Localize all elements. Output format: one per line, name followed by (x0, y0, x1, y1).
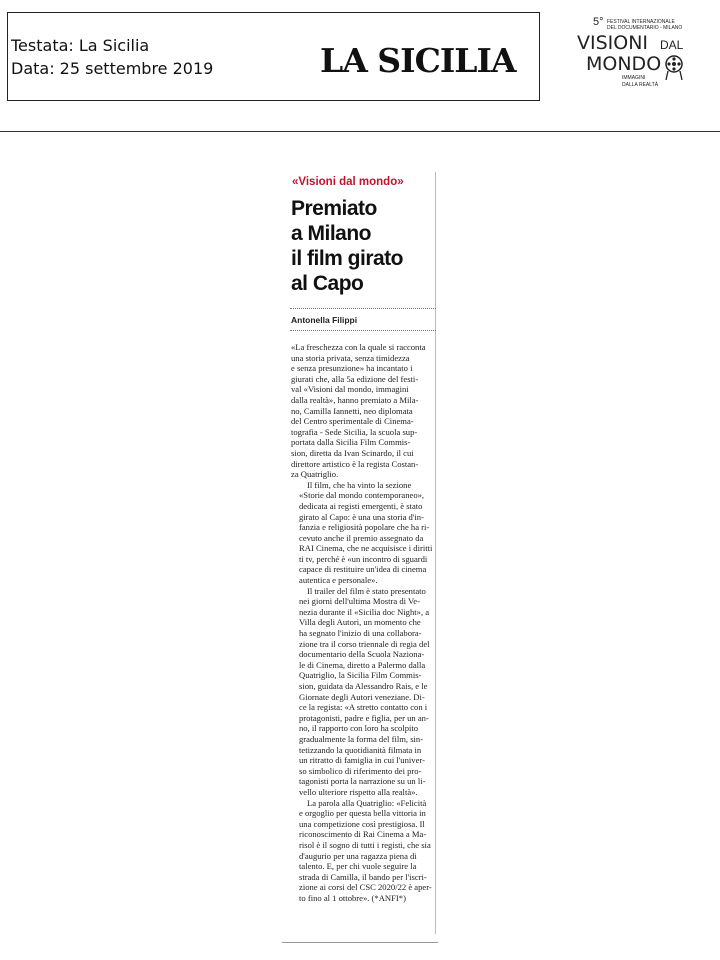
body-line: portata dalla Sicilia Film Commis- (291, 437, 411, 448)
article-paragraph (291, 480, 437, 586)
body-line: so simbolico di riferimento dei pro- (299, 765, 422, 776)
headline-line: il film girato (291, 247, 404, 270)
body-line: no, il rapporto con loro ha scolpito (299, 723, 419, 734)
header-divider (0, 131, 720, 132)
body-line: zione ai corsi del CSC 2020/22 è aper- (299, 882, 432, 893)
logo-word-visioni: VISIONI (577, 32, 649, 54)
body-line: risol è il sogno di tutti i registi, che sia (299, 839, 431, 850)
logo-line-realta: DALLA REALTÀ (622, 82, 659, 88)
body-line: ce la regista: «A stretto contatto con i (299, 702, 428, 713)
body-line: autentica e personale». (299, 575, 378, 586)
festival-logo (572, 16, 692, 96)
body-line: tetizzando la quotidianità filmata in (299, 744, 422, 755)
body-line: le di Cinema, diretto a Palermo dalla (299, 659, 426, 670)
body-line: una storia privata, senza timidezza (291, 352, 410, 363)
body-line: del Centro sperimentale di Cinema- (291, 416, 414, 427)
body-line: ha segnato l'inizio di una collabora- (299, 628, 422, 639)
article-paragraph (291, 798, 437, 904)
film-reel-icon (665, 55, 685, 81)
dotted-rule (290, 330, 436, 331)
body-line: e senza presunzione» ha incantato i (291, 363, 413, 374)
body-line: ti tv, perché è «un incontro di sguardi (299, 553, 428, 564)
body-line: val «Visioni dal mondo, immagini (291, 384, 409, 395)
body-line: gradualmente la forma del film, sin- (299, 733, 424, 744)
body-line: e orgoglio per questa bella vittoria in (299, 808, 426, 819)
edition-number: 5° (593, 16, 604, 28)
logo-line-immagini: IMMAGINI (622, 75, 646, 81)
article-kicker: «Visioni dal mondo» (292, 176, 404, 188)
source-info-box (7, 12, 540, 101)
body-line: sion, diretta da Ivan Scinardo, il cui (291, 447, 414, 458)
body-line: Giornate degli Autori veneziane. Di- (299, 691, 425, 702)
article-body (291, 342, 437, 903)
article-headline (291, 196, 437, 296)
body-line: cevuto anche il premio assegnato da (299, 532, 424, 543)
testata-label: Testata: La Sicilia (11, 36, 150, 55)
body-line: tagonisti porta la narrazione su un li- (299, 776, 426, 787)
body-line: fanzia e religiosità popolare che ha ri- (299, 522, 430, 533)
body-line: Il film, che ha vinto la sezione (307, 479, 412, 490)
body-line: dedicata ai registi emergenti, è stato (299, 500, 423, 511)
body-line: Il trailer del film è stato presentato (307, 585, 426, 596)
date-label: Data: 25 settembre 2019 (11, 59, 214, 78)
body-line: giurati che, alla 5a edizione del festi- (291, 373, 419, 384)
logo-word-dal: DAL (660, 38, 684, 52)
headline-line: Premiato (291, 197, 377, 220)
body-line: talento. E, per chi vuole seguire la (299, 861, 417, 872)
logo-line-1: FESTIVAL INTERNAZIONALE (607, 19, 675, 25)
body-line: to fino al 1 ottobre». (*ANFI*) (299, 892, 406, 903)
body-line: zione tra il corso triennale di regia del (299, 638, 430, 649)
body-line: «La freschezza con la quale si racconta (291, 342, 426, 352)
body-line: sion, guidata da Alessandro Rais, e le (299, 681, 428, 691)
body-line: Villa degli Autori, un momento che (299, 617, 421, 628)
headline-line: a Milano (291, 222, 372, 245)
article-author: Antonella Filippi (291, 315, 358, 325)
newspaper-masthead: LA SICILIA (320, 41, 516, 80)
body-line: Quatriglio, la Sicilia Film Commis- (299, 670, 422, 681)
body-line: za Quatriglio. (291, 469, 339, 480)
body-line: capace di restituire un'idea di cinema (299, 564, 427, 575)
body-line: un ritratto di famiglia in cui l'univer- (299, 755, 425, 766)
body-line: dalla realtà», hanno premiato a Mila- (291, 394, 419, 405)
body-line: una competizione così prestigiosa. Il (299, 818, 425, 829)
headline-line: al Capo (291, 272, 364, 295)
body-line: strada di Camilla, il bando per l'iscri- (299, 871, 427, 882)
body-line: vello ulteriore rispetto alla realtà». (299, 786, 418, 797)
body-line: no, Camilla Iannetti, neo diplomata (291, 405, 413, 416)
body-line: nezia durante il «Sicilia doc Night», a (299, 606, 430, 617)
logo-word-mondo: MONDO (586, 53, 662, 75)
body-line: «Storie dal mondo contemporaneo», (299, 490, 425, 501)
body-line: girato al Capo: è una una storia d'in- (299, 511, 424, 522)
body-line: tografia - Sede Sicilia, la scuola sup- (291, 426, 418, 437)
body-line: documentario della Scuola Naziona- (299, 649, 425, 660)
dotted-rule (290, 308, 436, 309)
body-line: La parola alla Quatriglio: «Felicità (307, 797, 427, 808)
body-line: RAI Cinema, che ne acquisisce i diritti (299, 543, 433, 554)
article-paragraph (291, 586, 437, 798)
body-line: d'augurio per una ragazza piena di (299, 850, 417, 861)
body-line: direttore artistico è la regista Costan- (291, 458, 419, 469)
logo-line-2: DEL DOCUMENTARIO - MILANO (607, 25, 683, 31)
body-line: protagonisti, padre e figlia, per un an- (299, 712, 429, 723)
body-line: nei giorni dell'ultima Mostra di Ve- (299, 596, 420, 607)
body-line: riconoscimento di Rai Cinema a Ma- (299, 829, 427, 840)
bottom-divider (282, 942, 438, 943)
article-paragraph (291, 342, 437, 480)
